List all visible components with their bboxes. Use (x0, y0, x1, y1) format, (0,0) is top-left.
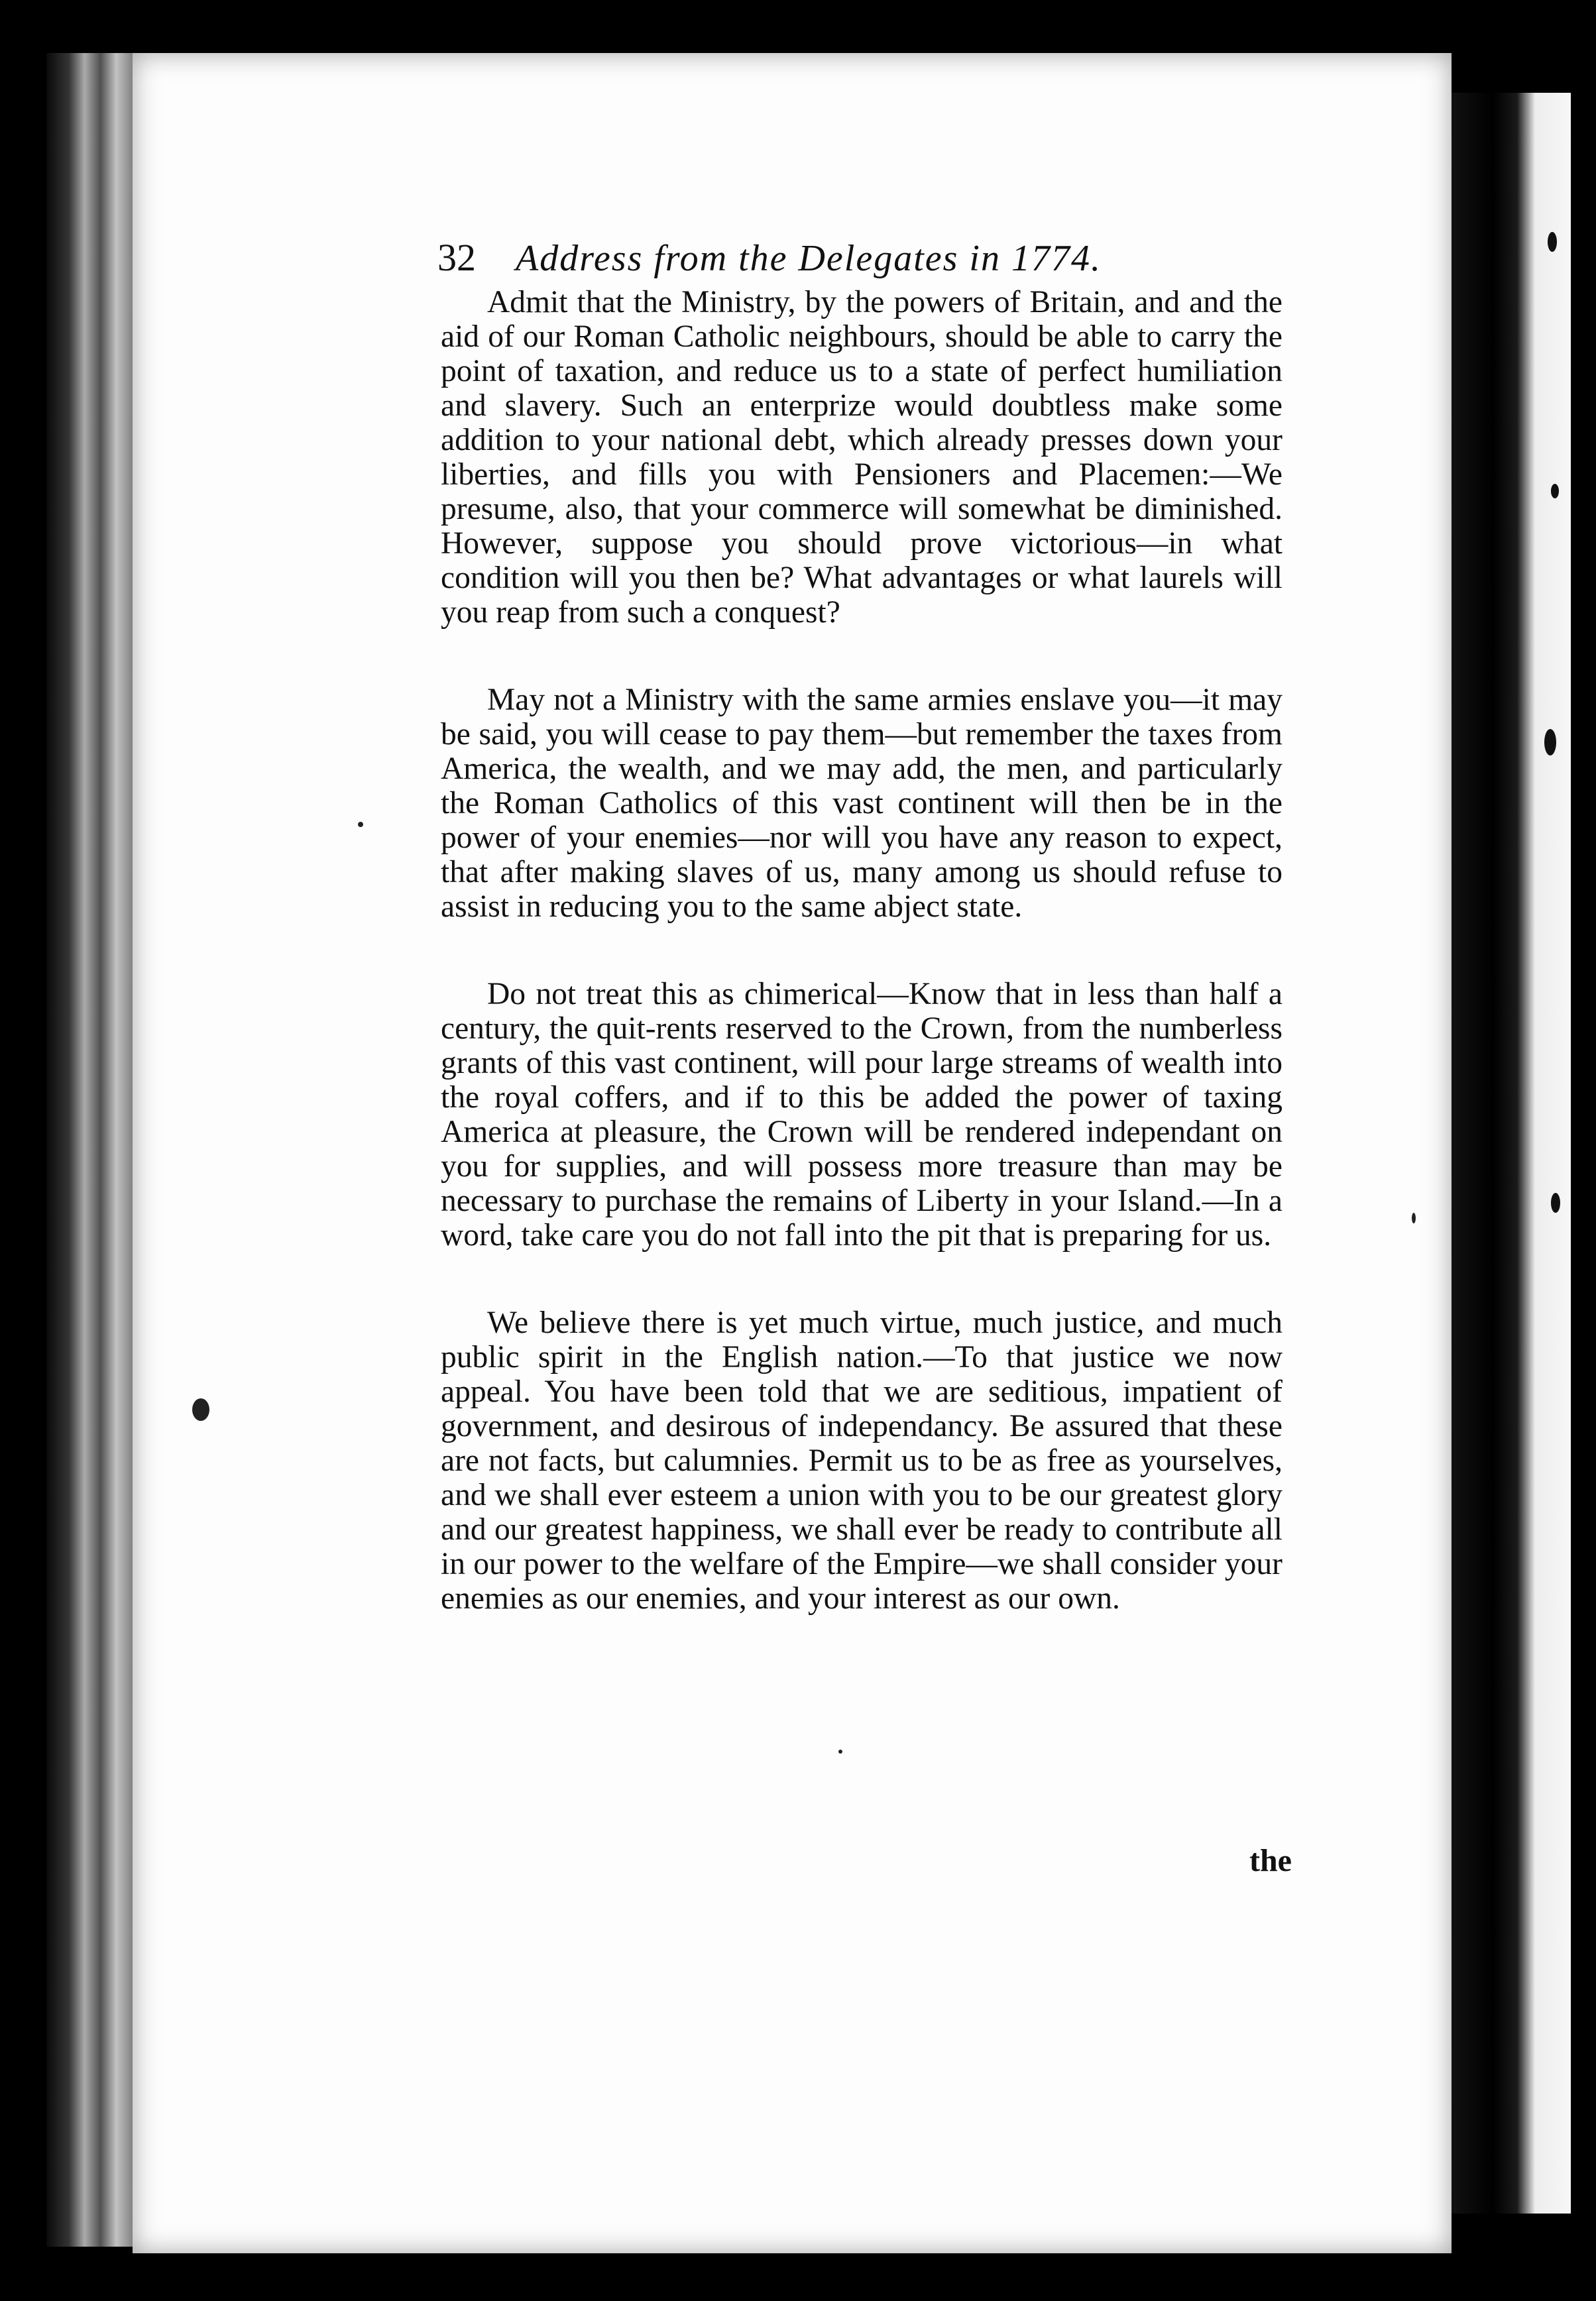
running-header (437, 235, 1299, 280)
page-number: 32 (437, 236, 476, 279)
running-title: Address from the Delegates in 1774. (516, 238, 1102, 279)
paragraph-1: Admit that the Ministry, by the powers of Britain, and and the aid of our Roman Catholic neighbours, should be able to carry the point of taxation, and reduce us to a state of perfect humiliation and slavery. Such an enterprize would doubtless make some addition to your national debt, which already presses down your liberties, and fills you with Pensioners and Placemen:—We presume, also, that your commerce will somewhat be diminished. However, suppose you should prove victorious—in what condition will you then be? What advantages or what laurels will you reap from such a conquest? (441, 285, 1282, 630)
paragraph-4: We believe there is yet much virtue, much justice, and much public spirit in the English nation.—To that justice we now appeal. You have been told that we are seditious, impatient of government, and desirous of independancy. Be assured that these are not facts, but calumnies. Permit us to be as free as yourselves, and we shall ever esteem a union with you to be our greatest glory and our greatest happiness, we shall ever be ready to contribute all in our power to the welfare of the Empire—we shall consider your enemies as our enemies, and your interest as our own. (441, 1306, 1282, 1616)
catchword: the (1249, 1843, 1292, 1878)
right-page-edge (1452, 93, 1571, 2214)
paragraph-2: May not a Ministry with the same armies enslave you—it may be said, you will cease to pay them—but remember the taxes from America, the wealth, and we may add, the men, and particularly the Roman Catholics of this vast continent will then be in the power of your enemies—nor will you have any reason to expect, that after making slaves of us, many among us should refuse to assist in reducing you to the same abject state. (441, 683, 1282, 924)
body-text (441, 285, 1282, 1669)
paragraph-3: Do not treat this as chimerical—Know that in less than half a century, the quit-rents reserved to the Crown, from the numberless grants of this vast continent, will pour large streams of wealth into the royal coffers, and if to this be added the power of taxing America at pleasure, the Crown will be rendered independant on you for supplies, and will possess more treasure than may be necessary to purchase the remains of Liberty in your Island.—In a word, take care you do not fall into the pit that is preparing for us. (441, 977, 1282, 1253)
